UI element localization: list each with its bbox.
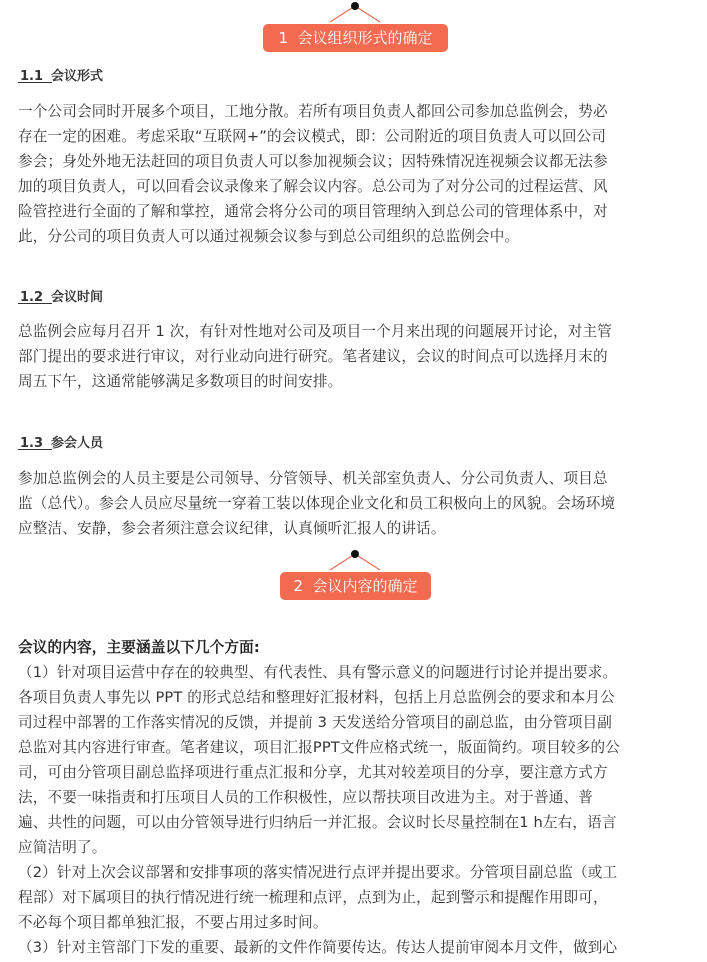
- section-title-pill: [263, 24, 448, 52]
- text-line: 险管控进行全面的了解和掌控，通常会将分公司的项目管理纳入到总公司的管理体系中，对: [18, 203, 608, 220]
- text-line: （1）针对项目运营中存在的较典型、有代表性、具有警示意义的问题进行讨论并提出要求。: [18, 664, 618, 681]
- subsection-underline: [18, 82, 52, 83]
- text-line: 不必每个项目都单独汇报，不要占用过多时间。: [18, 914, 328, 931]
- subsection-title: 会议时间: [51, 290, 104, 305]
- section-number: 1: [278, 29, 288, 47]
- paragraph-meeting-format: [18, 99, 692, 249]
- text-line: 法，不要一味指责和打压项目人员的工作积极性，应以帮扶项目改进为主。对于普通、普: [18, 789, 594, 806]
- text-line: 程部）对下属项目的执行情况进行统一梳理和点评，点到为止，起到警示和提醒作用即可，: [18, 889, 608, 906]
- text-line: 遍、共性的问题，可以由分管领导进行归纳后一并汇报。会议时长尽量控制在1 h左右，语言: [18, 814, 617, 831]
- text-line: （2）针对上次会议部署和安排事项的落实情况进行点评并提出要求。分管项目副总监（或工: [18, 864, 618, 881]
- subsection-title: 参会人员: [51, 436, 104, 451]
- section-dot-icon: [351, 550, 359, 558]
- text-line: （3）针对主管部门下发的重要、最新的文件作简要传达。传达人提前审阅本月文件，做到心: [18, 939, 618, 956]
- text-line: 此，分公司的项目负责人可以通过视频会议参与到总公司组织的总监例会中。: [18, 228, 520, 245]
- text-line: 司过程中部署的工作落实情况的反馈，并提前 3 天发送给分管项目的副总监，由分管项目副: [18, 714, 613, 731]
- section-title-pill: [280, 572, 431, 600]
- text-line: 总监对其内容进行审查。笔者建议，项目汇报PPT文件应格式统一，版面简约。项目较多的公: [18, 739, 620, 756]
- text-line: 总监例会应每月召开 1 次，有针对性地对公司及项目一个月来出现的问题展开讨论，对主管: [18, 323, 613, 340]
- text-line: 部门提出的要求进行审议，对行业动向进行研究。笔者建议，会议的时间点可以选择月末的: [18, 348, 608, 365]
- content-lead: 会议的内容，主要涵盖以下几个方面:: [18, 639, 260, 656]
- text-line: 监（总代）。参会人员应尽量统一穿着工装以体现企业文化和员工积极向上的风貌。会场环境: [18, 495, 616, 512]
- text-line: 加的项目负责人，可以回看会议录像来了解会议内容。总公司为了对分公司的过程运营、风: [18, 178, 608, 195]
- text-line: 参会；身处外地无法赶回的项目负责人可以参加视频会议；因特殊情况连视频会议都无法参: [18, 153, 608, 170]
- text-line: 应简洁明了。: [18, 839, 107, 856]
- text-line: 周五下午，这通常能够满足多数项目的时间安排。: [18, 373, 343, 390]
- text-line: 存在一定的困难。考虑采取“互联网+”的会议模式，即：公司附近的项目负责人可以回公司: [18, 128, 607, 145]
- paragraph-meeting-content: [18, 635, 692, 960]
- text-line: 应整洁、安静，参会者须注意会议纪律，认真倾听汇报人的讲话。: [18, 520, 446, 537]
- subsection-number: 1.2: [20, 290, 44, 305]
- text-line: 一个公司会同时开展多个项目，工地分散。若所有项目负责人都回公司参加总监例会，势必: [18, 103, 608, 120]
- subsection-underline: [18, 449, 52, 450]
- text-line: 司，可由分管项目副总监择项进行重点汇报和分享，尤其对较差项目的分享，要注意方式方: [18, 764, 608, 781]
- section-header-1: [0, 0, 707, 60]
- section-number: 2: [293, 577, 303, 595]
- section-title: 会议组织形式的确定: [297, 29, 433, 47]
- section-title: 会议内容的确定: [312, 577, 418, 595]
- text-line: 各项目负责人事先以 PPT 的形式总结和整理好汇报材料，包括上月总监例会的要求和本月公: [18, 689, 615, 706]
- subsection-underline: [18, 303, 52, 304]
- paragraph-attendees: [18, 466, 692, 541]
- subsection-number: 1.3: [20, 436, 44, 451]
- subsection-number: 1.1: [20, 69, 44, 84]
- section-dot-icon: [351, 2, 359, 10]
- section-header-2: [0, 548, 707, 608]
- text-line: 参加总监例会的人员主要是公司领导、分管领导、机关部室负责人、分公司负责人、项目总: [18, 470, 608, 487]
- subsection-title: 会议形式: [51, 69, 104, 84]
- paragraph-meeting-time: [18, 319, 692, 394]
